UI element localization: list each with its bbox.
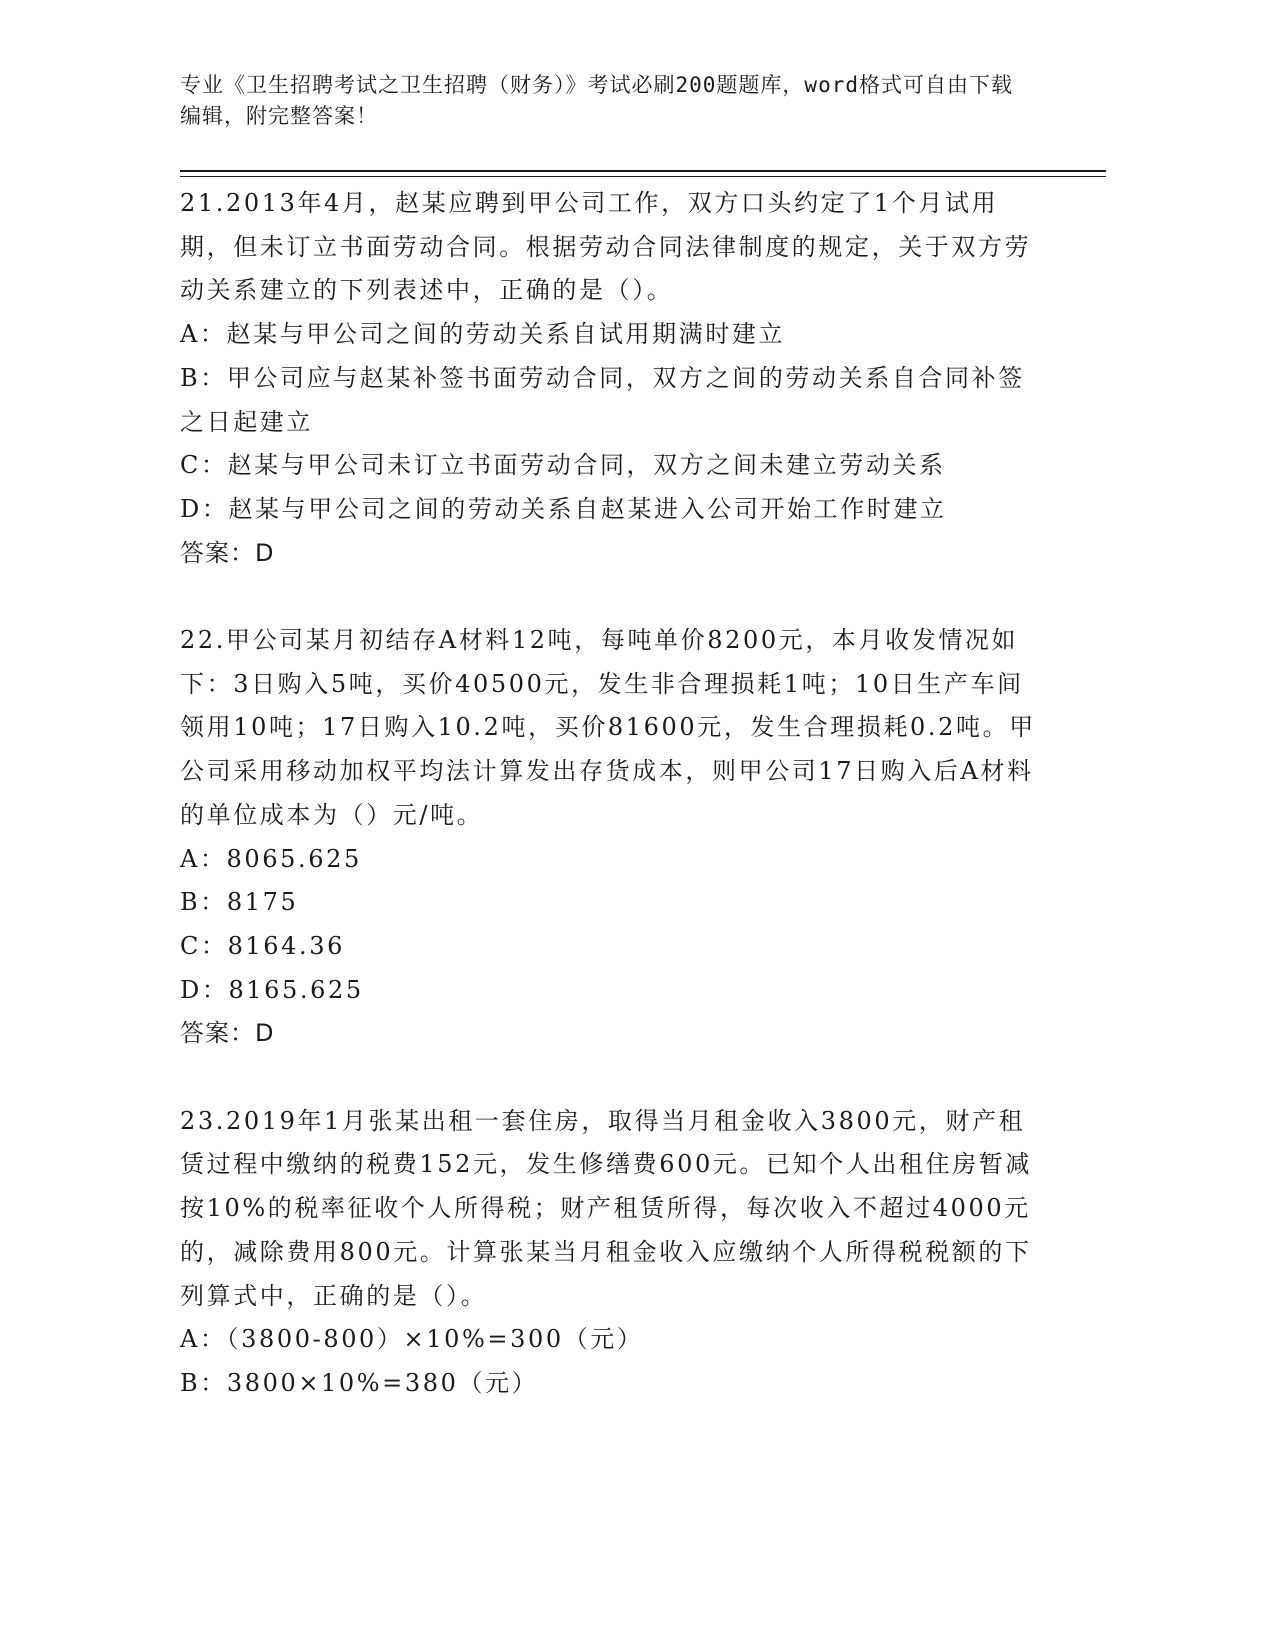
option-d: D：8165.625 [180, 975, 364, 1004]
option-a: A：赵某与甲公司之间的劳动关系自试用期满时建立 [180, 320, 786, 349]
option-b: B：甲公司应与赵某补签书面劳动合同，双方之间的劳动关系自合同补签之日起建立 [180, 363, 1025, 436]
question-22 [180, 619, 1040, 1056]
option-c: C：赵某与甲公司未订立书面劳动合同，双方之间未建立劳动关系 [180, 451, 946, 480]
question-stem: 22.甲公司某月初结存A材料12吨，每吨单价8200元，本月收发情况如下：3日购入5吨，买价40500元，发生非合理损耗1吨；10日生产车间领用10吨；17日购入10.2吨，买价81600元，发生合理损耗0.2吨。甲公司采用移动加权平均法计算发出存货成本，则甲公司17日购入后A材料的单位成本为（）元/吨。 [180, 626, 1036, 829]
question-23 [180, 1100, 1040, 1406]
option-c: C：8164.36 [180, 931, 346, 960]
answer-label: 答案：D [180, 1019, 275, 1048]
question-stem: 21.2013年4月，赵某应聘到甲公司工作，双方口头约定了1个月试用期，但未订立书面劳动合同。根据劳动合同法律制度的规定，关于双方劳动关系建立的下列表述中，正确的是（）。 [180, 189, 1032, 305]
answer-label: 答案：D [180, 538, 275, 567]
option-b: B：3800×10%=380（元） [180, 1368, 539, 1397]
question-list [180, 182, 1040, 1406]
question-spacer [180, 1056, 1040, 1100]
question-spacer [180, 575, 1040, 619]
question-stem: 23.2019年1月张某出租一套住房，取得当月租金收入3800元，财产租赁过程中缴纳的税费152元，发生修缮费600元。已知个人出租住房暂减按10%的税率征收个人所得税；财产租赁所得，每次收入不超过4000元的，减除费用800元。计算张某当月租金收入应缴纳个人所得税税额的下列算式中，正确的是（）。 [180, 1106, 1033, 1310]
option-d: D：赵某与甲公司之间的劳动关系自赵某进入公司开始工作时建立 [180, 494, 947, 523]
header-divider-thin [180, 176, 1106, 177]
option-b: B：8175 [180, 888, 299, 917]
option-a: A：（3800-800）×10%=300（元） [180, 1325, 644, 1354]
question-21 [180, 182, 1040, 575]
document-header: 专业《卫生招聘考试之卫生招聘（财务）》考试必刷200题题库，word格式可自由下载编辑，附完整答案！ [180, 73, 1013, 128]
option-a: A：8065.625 [180, 844, 362, 873]
header-divider-thick [180, 170, 1106, 172]
